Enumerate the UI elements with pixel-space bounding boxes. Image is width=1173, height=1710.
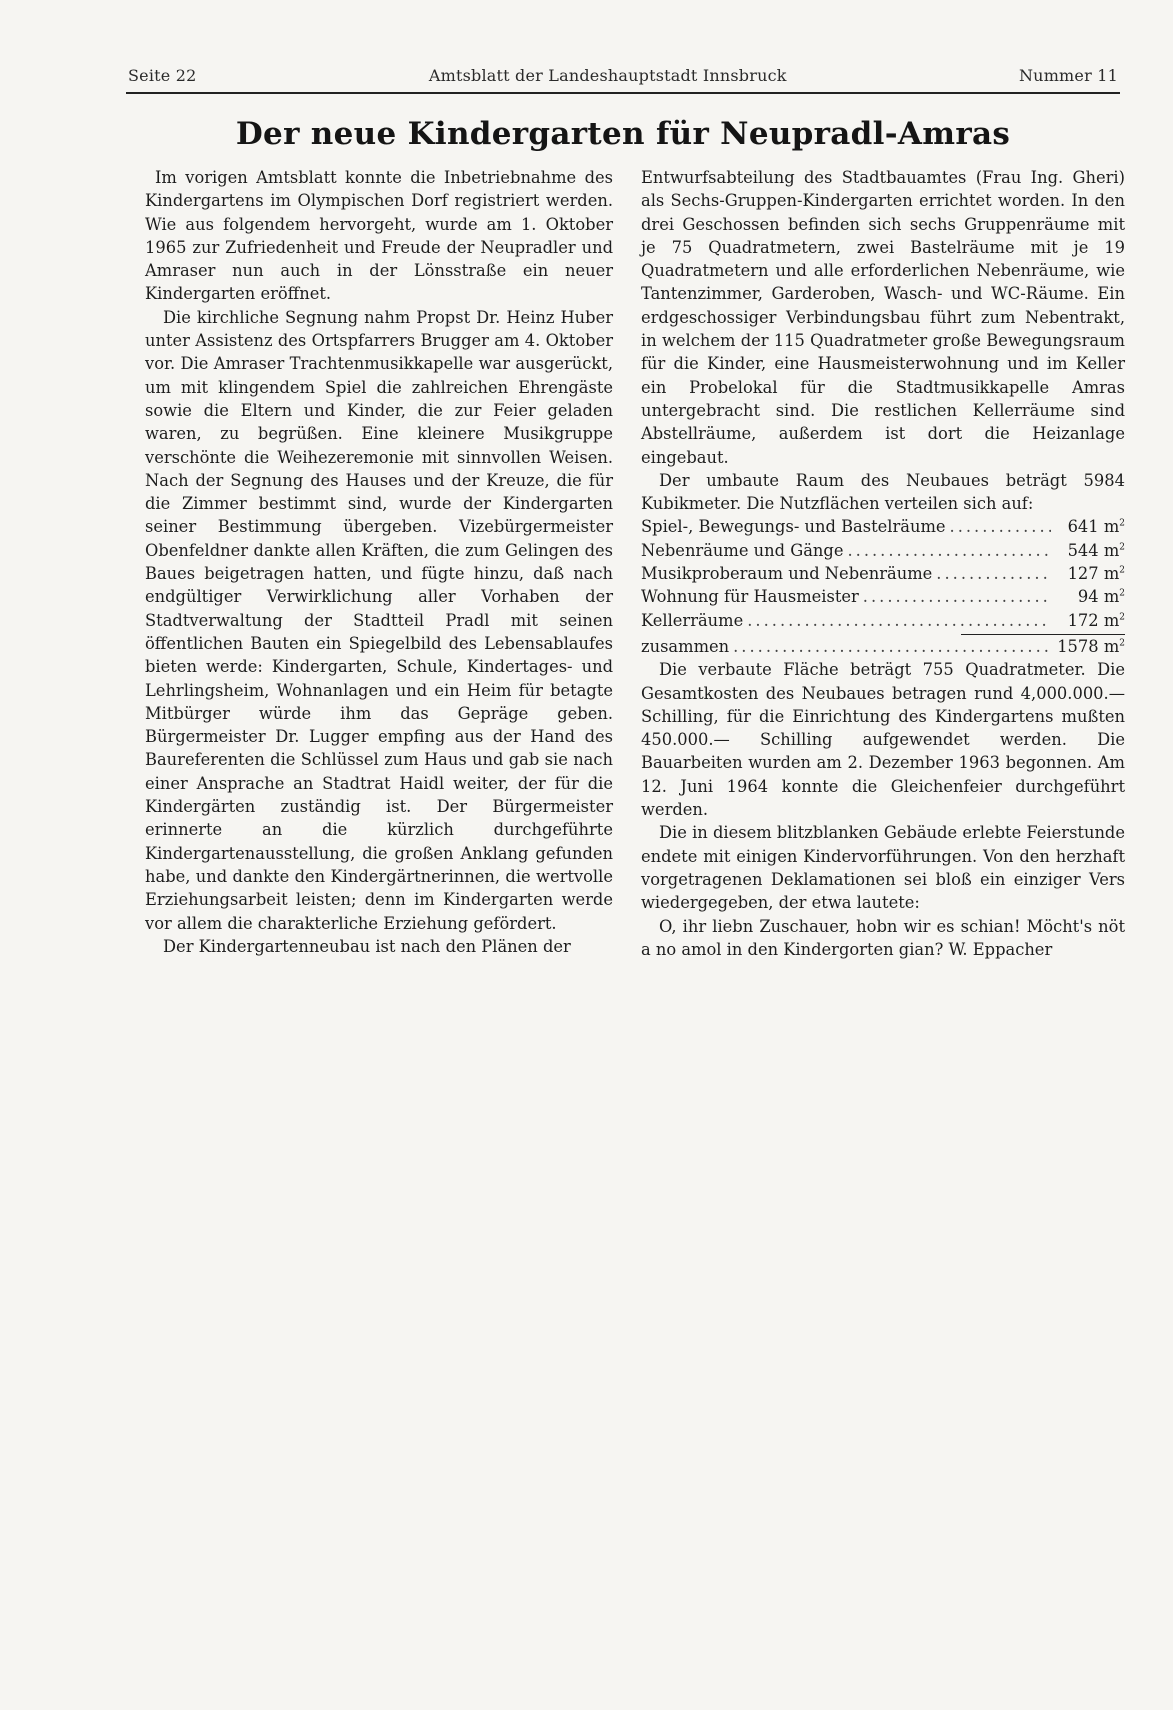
page-number: Seite 22 [128,66,197,85]
paragraph-ceremony: Die kirchliche Segnung nahm Propst Dr. Heinz Huber unter Assistenz des Ortspfarrers Brugger am 4. Oktober vor. Die Amraser Trachtenmusikkapelle war ausgerückt, um mit klingendem Spiel die zahlreichen Ehrengäste sowie die Eltern und Kinder, die zur Feier geladen waren, zu begrüßen. Eine kleinere Musikgruppe verschönte die Weihezeremonie mit sinnvollen Weisen. Nach der Segnung des Hauses und der Kreuze, die für die Zimmer bestimmt sind, wurde der Kindergarten seiner Bestimmung übergeben. Vizebürgermeister Obenfeldner dankte allen Kräften, die zum Gelingen des Baues beigetragen hatten, und fügte hinzu, daß nach endgültiger Verwirklichung aller Vorhaben der Stadtverwaltung der Stadtteil Pradl mit seinen öffentlichen Bauten ein Spiegelbild des Lebensablaufes bieten werde: Kindergarten, Schule, Kindertages- und Lehrlingsheim, Wohnanlagen und ein Heim für betagte Mitbürger würde ihm das Gepräge geben. Bürgermeister Dr. Lugger empfing aus der Hand des Baureferenten die Schlüssel zum Haus und gab sie nach einer Ansprache an Stadtrat Haidl weiter, der für die Kindergärten zuständig ist. Der Bürgermeister erinnerte an die kürzlich durchgeführte Kindergartenausstellung, die großen Anklang gefunden habe, und dankte den Kindergärtnerinnen, die wertvolle Erziehungsarbeit leisten; denn im Kindergarten werde vor allem die charakterliche Erziehung gefördert. [145,307,613,933]
paragraph-costs: Die verbaute Fläche beträgt 755 Quadratmeter. Die Gesamtkosten des Neubaues betragen rund 4,000.000.— Schilling, für die Einrichtung des Kindergartens mußten 450.000.— Schilling aufgewendet werden. Die Bauarbeiten wurden am 2. Dezember 1963 begonnen. Am 12. Juni 1964 konnte die Gleichenfeier durchgeführt werden. [641,660,1125,820]
running-header [128,66,1118,85]
leader-dots [747,609,1051,632]
area-value: 172 $m^2$ [1067,610,1125,630]
publication-title: Amtsblatt der Landeshauptstadt Innsbruck [428,66,787,85]
area-row [641,539,1125,562]
issue-number: Nummer 11 [1018,66,1118,85]
leader-dots [847,539,1051,562]
area-value: 641 $m^2$ [1067,517,1125,537]
area-row [641,515,1125,538]
area-table [641,515,1125,658]
article-title: Der neue Kindergarten für Neupradl-Amras [235,116,1011,152]
area-row [641,585,1125,608]
area-label: Wohnung für Hausmeister [641,587,859,607]
paragraph-intro: Im vorigen Amtsblatt konnte die Inbetriebnahme des Kindergartens im Olympischen Dorf registriert werden. Wie aus folgendem hervorgeht, wurde am 1. Oktober 1965 zur Zufriedenheit und Freude der Neupradler und Amraser nun auch in der Lönsstraße ein neuer Kindergarten eröffnet. [145,168,613,304]
header-rule [126,92,1120,94]
leader-dots [936,562,1051,585]
right-column [641,166,1125,961]
left-column [145,166,613,958]
area-row [641,609,1125,632]
paragraph-volume: Der umbaute Raum des Neubaues beträgt 5984 Kubikmeter. Die Nutzflächen verteilen sich auf: [641,470,1125,514]
quoted-verse: O, ihr liebn Zuschauer, hobn wir es schian! Möcht's nöt a no amol in den Kindergorten gian? W. Eppacher [641,916,1125,959]
leader-dots [863,585,1051,608]
paragraph-closing: Die in diesem blitzblanken Gebäude erlebte Feierstunde endete mit einigen Kindervorführungen. Von den herzhaft vorgetragenen Deklamationen sei bloß ein einziger Vers wiedergegeben, der etwa lautete: [641,823,1125,913]
area-label: Nebenräume und Gänge [641,540,844,560]
leader-dots [950,515,1051,538]
paragraph-construction-start: Der Kindergartenneubau ist nach den Plänen der [163,936,571,956]
area-label: Kellerräume [641,610,744,630]
area-total-row [641,635,1125,658]
area-label: Musikproberaum und Nebenräume [641,564,933,584]
total-value: 1578 $m^2$ [1057,636,1125,656]
area-value: 127 $m^2$ [1067,564,1125,584]
leader-dots [733,635,1051,658]
total-label: zusammen [641,636,730,656]
area-row [641,562,1125,585]
paragraph-design: Entwurfsabteilung des Stadtbauamtes (Frau Ing. Gheri) als Sechs-Gruppen-Kindergarten errichtet worden. In den drei Geschossen befinden sich sechs Gruppenräume mit je 75 Quadratmetern, zwei Bastelräume mit je 19 Quadratmetern und alle erforderlichen Nebenräume, wie Tantenzimmer, Garderoben, Wasch- und WC-Räume. Ein erdgeschossiger Verbindungsbau führt zum Nebentrakt, in welchem der 115 Quadratmeter große Bewegungsraum für die Kinder, eine Hausmeisterwohnung und im Keller ein Probelokal für die Stadtmusikkapelle Amras untergebracht sind. Die restlichen Kellerräume sind Abstellräume, außerdem ist dort die Heizanlage eingebaut. [641,168,1125,467]
area-label: Spiel-, Bewegungs- und Bastelräume [641,517,946,537]
area-value: 94 $m^2$ [1077,587,1125,607]
area-value: 544 $m^2$ [1067,540,1125,560]
